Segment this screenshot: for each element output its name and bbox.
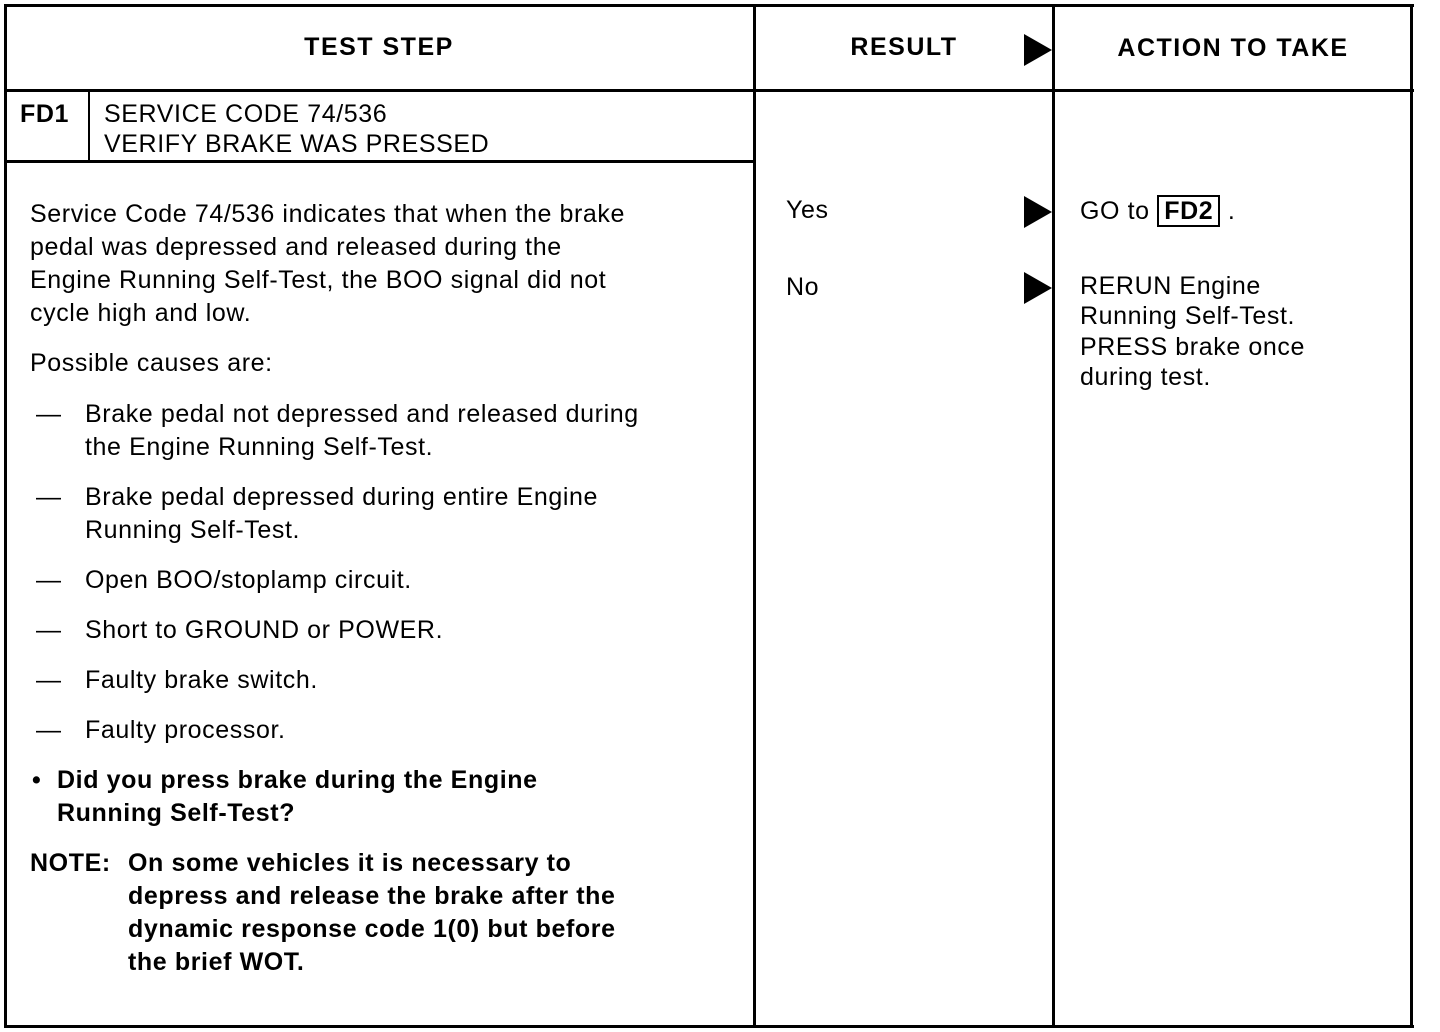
header-divider — [4, 89, 1414, 92]
cause4-text: Short to GROUND or POWER. — [85, 616, 444, 644]
header-result: RESULT — [850, 33, 958, 61]
cause4-dash: — — [36, 616, 62, 644]
cause2-line1: Brake pedal depressed during entire Engine — [85, 483, 599, 511]
action-yes-prefix: GO to — [1080, 197, 1150, 225]
note-line4: the brief WOT. — [128, 948, 305, 976]
intro-line1: Service Code 74/536 indicates that when the brake — [30, 200, 626, 228]
intro-line2: pedal was depressed and released during the — [30, 233, 562, 261]
step-title-line1: SERVICE CODE 74/536 — [104, 100, 388, 128]
cause1-line2: the Engine Running Self-Test. — [85, 433, 434, 461]
causes-label: Possible causes are: — [30, 349, 273, 377]
step-title-line2: VERIFY BRAKE WAS PRESSED — [104, 130, 490, 158]
cause6-text: Faulty processor. — [85, 716, 286, 744]
cause5-dash: — — [36, 666, 62, 694]
result-no-arrow-icon — [1024, 272, 1052, 304]
intro-line3: Engine Running Self-Test, the BOO signal did not — [30, 266, 607, 294]
column-divider-result — [753, 4, 756, 1028]
cause6-dash: — — [36, 716, 62, 744]
question-line1: Did you press brake during the Engine — [57, 766, 538, 794]
step-id: FD1 — [20, 100, 70, 128]
table-border-left — [4, 4, 7, 1028]
question-bullet: • — [32, 766, 42, 794]
cause1-dash: — — [36, 400, 62, 428]
cause2-dash: — — [36, 483, 62, 511]
result-yes-arrow-icon — [1024, 196, 1052, 228]
cause1-line1: Brake pedal not depressed and released during — [85, 400, 639, 428]
header-test-step: TEST STEP — [304, 33, 454, 61]
action-no-line2: Running Self-Test. — [1080, 302, 1296, 330]
question-line2: Running Self-Test? — [57, 799, 296, 827]
action-no-line4: during test. — [1080, 363, 1211, 391]
action-yes — [1080, 195, 1235, 228]
step-id-divider — [88, 90, 90, 162]
note-line1: On some vehicles it is necessary to — [128, 849, 572, 877]
note-line2: depress and release the brake after the — [128, 882, 616, 910]
cause3-text: Open BOO/stoplamp circuit. — [85, 566, 412, 594]
action-yes-ref: FD2 — [1157, 195, 1220, 227]
cause5-text: Faulty brake switch. — [85, 666, 318, 694]
cause2-line2: Running Self-Test. — [85, 516, 301, 544]
action-no-line3: PRESS brake once — [1080, 333, 1305, 361]
note-label: NOTE: — [30, 849, 111, 877]
header-arrow-icon — [1024, 34, 1052, 66]
table-border-bottom — [4, 1025, 1414, 1028]
table-border-top — [4, 4, 1414, 7]
note-line3: dynamic response code 1(0) but before — [128, 915, 616, 943]
column-divider-action — [1052, 4, 1055, 1028]
cause3-dash: — — [36, 566, 62, 594]
action-yes-suffix: . — [1227, 197, 1236, 225]
result-yes: Yes — [786, 196, 829, 224]
intro-line4: cycle high and low. — [30, 299, 252, 327]
result-no: No — [786, 273, 820, 301]
header-action: ACTION TO TAKE — [1117, 34, 1349, 62]
action-no-line1: RERUN Engine — [1080, 272, 1261, 300]
table-border-right — [1410, 4, 1413, 1028]
